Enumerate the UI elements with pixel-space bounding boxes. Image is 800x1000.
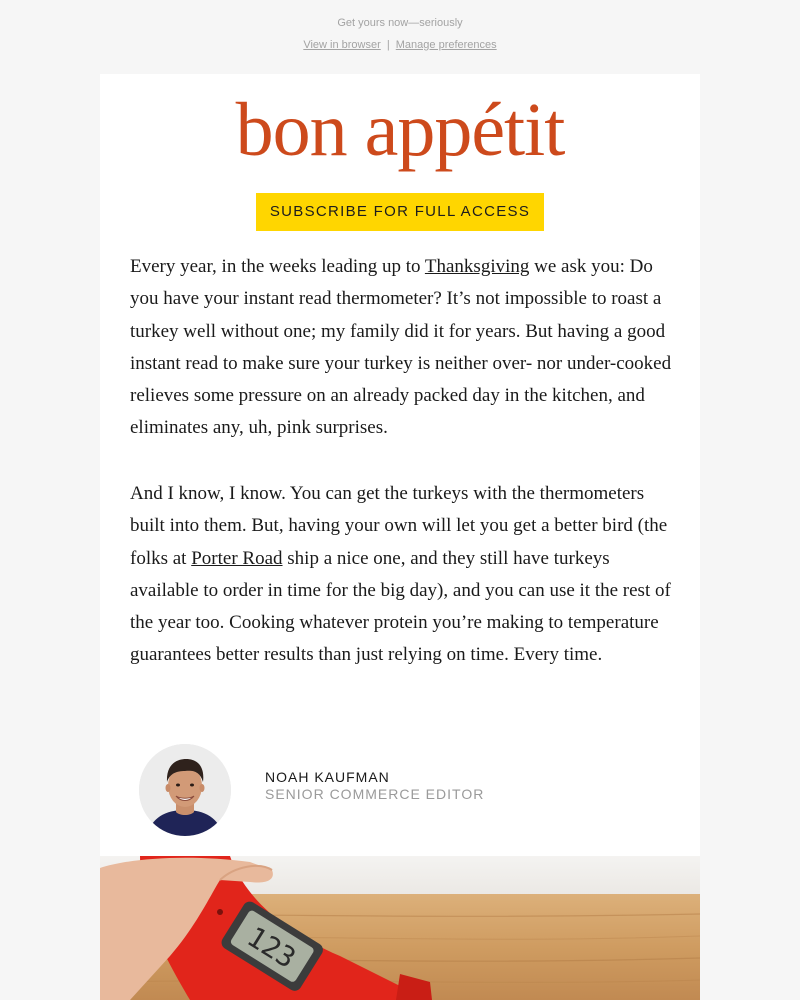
thermometer-reading: 123 — [241, 920, 302, 975]
preheader-links — [0, 39, 800, 51]
view-in-browser-link[interactable]: View in browser — [303, 39, 381, 51]
paragraph-text: And I know, I know. You can get the turkeys with the thermometers built into them. But, having your own will let you get a better bird (the folks at — [130, 483, 668, 569]
paragraph-text: we ask you: Do you have your instant read thermometer? It’s not impossible to roast a turkey well without one; my family did it for years. But having a good instant read to make sure your turkey is neither over- nor under-cooked relieves some pressure on an already packed day in the kitchen, and eliminates any, uh, pink surprises. — [130, 256, 672, 439]
author-avatar — [139, 744, 231, 836]
porter-road-link[interactable]: Porter Road — [191, 547, 283, 569]
article-paragraph-1 — [130, 251, 675, 445]
hero-image[interactable] — [100, 856, 700, 1000]
manage-preferences-link[interactable]: Manage preferences — [395, 39, 497, 51]
preheader-text: Get yours now—seriously — [337, 17, 463, 29]
paragraph-text: Every year, in the weeks leading up to — [130, 256, 425, 277]
link-separator: | — [386, 39, 390, 51]
author-title: SENIOR COMMERCE EDITOR — [265, 786, 485, 802]
subscribe-button[interactable]: SUBSCRIBE FOR FULL ACCESS — [256, 193, 544, 231]
author-portrait — [139, 744, 231, 836]
author-name: NOAH KAUFMAN — [265, 769, 390, 785]
bon-appetit-logo[interactable]: bon appétit — [235, 88, 565, 172]
thanksgiving-link[interactable]: Thanksgiving — [424, 256, 530, 277]
paragraph-text: ship a nice one, and they still have turkeys available to order in time for the big day), and you can use it the rest of the year too. Cooking whatever protein you’re making to temperature guarantees better results than just relying on time. Every time. — [130, 547, 671, 666]
email-content-card — [100, 74, 700, 856]
thermometer-photo — [100, 856, 700, 1000]
article-paragraph-2 — [130, 478, 675, 672]
